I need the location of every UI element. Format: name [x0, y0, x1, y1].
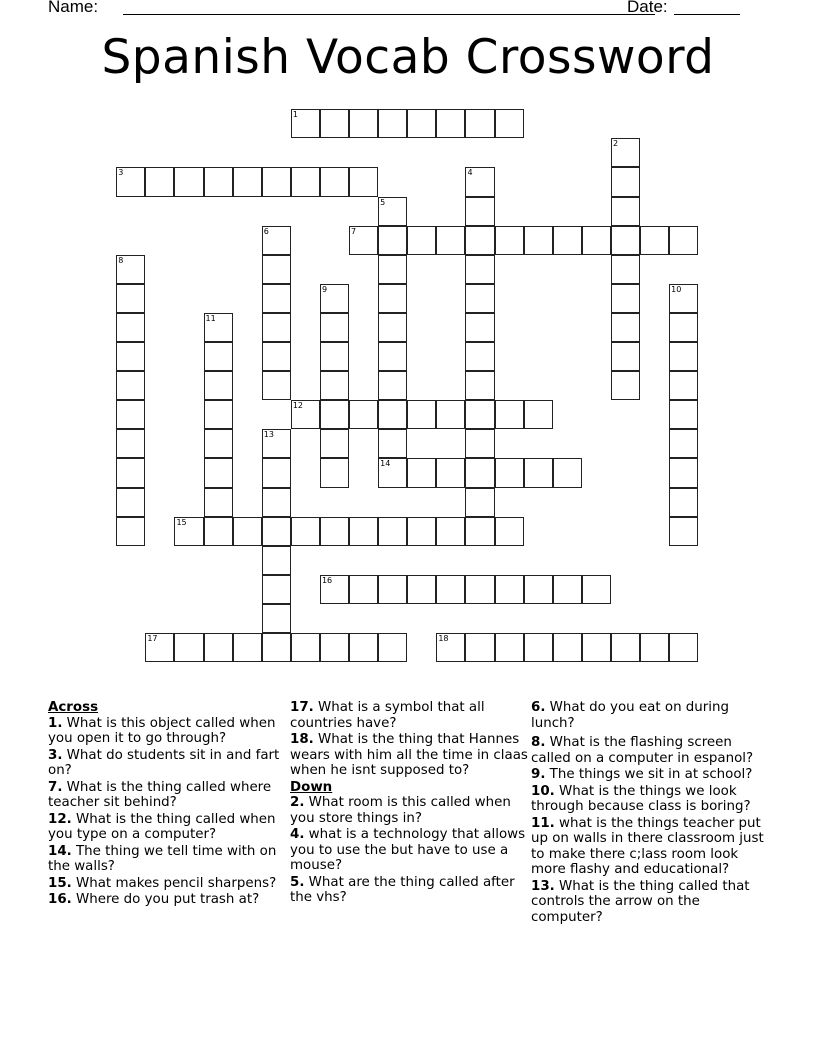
grid-cell[interactable]	[611, 313, 640, 342]
grid-cell[interactable]	[465, 197, 494, 226]
clues-column-2	[290, 700, 530, 907]
grid-cell[interactable]	[669, 342, 698, 371]
grid-cell[interactable]	[524, 226, 553, 255]
grid-cell[interactable]	[524, 633, 553, 662]
grid-cell[interactable]	[669, 517, 698, 546]
grid-cell[interactable]	[465, 284, 494, 313]
grid-cell[interactable]	[262, 255, 291, 284]
grid-cell[interactable]	[611, 371, 640, 400]
grid-cell[interactable]	[465, 109, 494, 138]
grid-cell[interactable]	[611, 138, 640, 167]
clue-across-7: 7. What is the thing called where teacher sit behind?	[48, 779, 272, 810]
clue-across-14: 14. The thing we tell time with on the walls?	[48, 843, 277, 874]
clues-column-3	[531, 700, 771, 926]
grid-cell[interactable]	[611, 633, 640, 662]
clue-number: 14	[380, 459, 391, 469]
grid-cell[interactable]	[611, 284, 640, 313]
grid-cell[interactable]	[204, 167, 233, 196]
grid-cell[interactable]	[524, 575, 553, 604]
grid-cell[interactable]	[582, 633, 611, 662]
grid-cell[interactable]	[640, 226, 669, 255]
grid-cell[interactable]	[320, 109, 349, 138]
grid-cell[interactable]	[465, 226, 494, 255]
grid-cell[interactable]	[320, 371, 349, 400]
date-field[interactable]	[674, 14, 740, 15]
grid-cell[interactable]	[291, 517, 320, 546]
grid-cell[interactable]	[233, 167, 262, 196]
grid-cell[interactable]	[116, 400, 145, 429]
grid-cell[interactable]	[320, 575, 349, 604]
grid-cell[interactable]	[262, 488, 291, 517]
grid-cell[interactable]	[640, 633, 669, 662]
grid-cell[interactable]	[465, 167, 494, 196]
grid-cell[interactable]	[320, 342, 349, 371]
grid-cell[interactable]	[582, 575, 611, 604]
grid-cell[interactable]	[262, 517, 291, 546]
grid-cell[interactable]	[495, 633, 524, 662]
grid-cell[interactable]	[436, 517, 465, 546]
grid-cell[interactable]	[553, 226, 582, 255]
grid-cell[interactable]	[262, 575, 291, 604]
grid-cell[interactable]	[669, 371, 698, 400]
grid-cell[interactable]	[436, 575, 465, 604]
grid-cell[interactable]	[204, 488, 233, 517]
grid-cell[interactable]	[116, 458, 145, 487]
clues-column-1	[48, 700, 288, 909]
grid-cell[interactable]	[611, 167, 640, 196]
clue-across-18: 18. What is the thing that Hannes wears with him all the time in claas when he isnt supposed to?	[290, 732, 528, 778]
grid-cell[interactable]	[582, 226, 611, 255]
clue-across-16: 16. Where do you put trash at?	[48, 892, 260, 907]
grid-cell[interactable]	[553, 633, 582, 662]
grid-cell[interactable]	[262, 604, 291, 633]
grid-cell[interactable]	[553, 458, 582, 487]
grid-cell[interactable]	[465, 575, 494, 604]
grid-cell[interactable]	[378, 633, 407, 662]
grid-cell[interactable]	[524, 458, 553, 487]
grid-cell[interactable]	[349, 517, 378, 546]
grid-cell[interactable]	[204, 517, 233, 546]
down-heading: Down	[290, 779, 333, 795]
grid-cell[interactable]	[349, 167, 378, 196]
grid-cell[interactable]	[204, 429, 233, 458]
clue-number: 18	[438, 634, 449, 644]
grid-cell[interactable]	[262, 226, 291, 255]
grid-cell[interactable]	[262, 313, 291, 342]
clue-across-17: 17. What is a symbol that all countries have?	[290, 700, 485, 731]
clue-number: 17	[147, 634, 158, 644]
grid-cell[interactable]	[611, 342, 640, 371]
clue-down-10: 10. What is the things we look through because class is boring?	[531, 783, 751, 814]
clue-number: 15	[176, 517, 187, 527]
grid-cell[interactable]	[291, 400, 320, 429]
grid-cell[interactable]	[174, 633, 203, 662]
grid-cell[interactable]	[349, 633, 378, 662]
grid-cell[interactable]	[116, 255, 145, 284]
clue-across-12: 12. What is the thing called when you type on a computer?	[48, 811, 276, 842]
grid-cell[interactable]	[378, 458, 407, 487]
clue-number: 2	[612, 139, 619, 149]
grid-cell[interactable]	[204, 633, 233, 662]
grid-cell[interactable]	[116, 342, 145, 371]
clue-number: 13	[263, 430, 274, 440]
grid-cell[interactable]	[320, 633, 349, 662]
grid-cell[interactable]	[116, 284, 145, 313]
grid-cell[interactable]	[378, 197, 407, 226]
grid-cell[interactable]	[436, 226, 465, 255]
clue-across-1: 1. What is this object called when you open it to go through?	[48, 715, 276, 746]
grid-cell[interactable]	[349, 226, 378, 255]
grid-cell[interactable]	[378, 284, 407, 313]
grid-cell[interactable]	[233, 633, 262, 662]
clue-number: 8	[118, 255, 124, 265]
clue-number: 11	[205, 313, 216, 323]
grid-cell[interactable]	[611, 197, 640, 226]
grid-cell[interactable]	[436, 633, 465, 662]
grid-cell[interactable]	[378, 517, 407, 546]
grid-cell[interactable]	[378, 226, 407, 255]
grid-cell[interactable]	[291, 167, 320, 196]
grid-cell[interactable]	[465, 342, 494, 371]
grid-cell[interactable]	[407, 458, 436, 487]
grid-cell[interactable]	[116, 371, 145, 400]
grid-cell[interactable]	[495, 400, 524, 429]
clue-number: 7	[351, 226, 357, 236]
clue-down-6: 6. What do you eat on during lunch?	[531, 700, 730, 731]
grid-cell[interactable]	[436, 109, 465, 138]
grid-cell[interactable]	[669, 633, 698, 662]
clue-down-8: 8. What is the flashing screen called on a computer in espanol?	[531, 735, 754, 766]
grid-cell[interactable]	[174, 517, 203, 546]
grid-cell[interactable]	[407, 400, 436, 429]
clue-number: 3	[118, 168, 124, 178]
clue-number: 6	[263, 226, 269, 236]
grid-cell[interactable]	[611, 226, 640, 255]
grid-cell[interactable]	[378, 313, 407, 342]
grid-cell[interactable]	[669, 488, 698, 517]
grid-cell[interactable]	[669, 429, 698, 458]
page-title: Spanish Vocab Crossword	[101, 30, 715, 85]
grid-cell[interactable]	[378, 575, 407, 604]
grid-cell[interactable]	[349, 400, 378, 429]
grid-cell[interactable]	[320, 167, 349, 196]
grid-cell[interactable]	[262, 371, 291, 400]
grid-cell[interactable]	[262, 633, 291, 662]
grid-cell[interactable]	[407, 109, 436, 138]
grid-cell[interactable]	[320, 458, 349, 487]
clue-number: 4	[467, 168, 473, 178]
grid-cell[interactable]	[407, 226, 436, 255]
grid-cell[interactable]	[174, 167, 203, 196]
grid-cell[interactable]	[669, 226, 698, 255]
grid-cell[interactable]	[407, 575, 436, 604]
grid-cell[interactable]	[465, 633, 494, 662]
grid-cell[interactable]	[669, 458, 698, 487]
grid-cell[interactable]	[116, 517, 145, 546]
grid-cell[interactable]	[204, 400, 233, 429]
clue-down-11: 11. what is the things teacher put up on walls in there classroom just to make there c;lass room look more flashy and educational?	[531, 815, 764, 877]
grid-cell[interactable]	[495, 517, 524, 546]
grid-cell[interactable]	[204, 458, 233, 487]
grid-cell[interactable]	[436, 458, 465, 487]
clue-down-9: 9. The things we sit in at school?	[531, 767, 753, 782]
grid-cell[interactable]	[262, 167, 291, 196]
clue-down-4: 4. what is a technology that allows you to use the but have to use a mouse?	[290, 827, 526, 873]
grid-cell[interactable]	[669, 284, 698, 313]
clue-number: 12	[292, 401, 304, 411]
clue-number: 9	[321, 284, 328, 294]
grid-cell[interactable]	[465, 313, 494, 342]
grid-cell[interactable]	[378, 109, 407, 138]
grid-cell[interactable]	[378, 371, 407, 400]
name-field[interactable]	[123, 14, 655, 15]
clue-down-5: 5. What are the thing called after the vhs?	[290, 874, 515, 905]
grid-cell[interactable]	[407, 517, 436, 546]
grid-cell[interactable]	[116, 488, 145, 517]
grid-cell[interactable]	[465, 458, 494, 487]
across-heading: Across	[48, 700, 99, 715]
grid-cell[interactable]	[378, 400, 407, 429]
grid-cell[interactable]	[465, 429, 494, 458]
grid-cell[interactable]	[262, 284, 291, 313]
grid-cell[interactable]	[116, 167, 145, 196]
grid-cell[interactable]	[262, 458, 291, 487]
grid-cell[interactable]	[465, 371, 494, 400]
crossword-grid	[117, 110, 700, 663]
grid-cell[interactable]	[204, 313, 233, 342]
grid-cell[interactable]	[262, 546, 291, 575]
clue-down-13: 13. What is the thing called that controls the arrow on the computer?	[531, 878, 750, 925]
grid-cell[interactable]	[204, 342, 233, 371]
name-label: Name:	[48, 0, 99, 16]
grid-cell[interactable]	[320, 517, 349, 546]
grid-cell[interactable]	[611, 255, 640, 284]
grid-cell[interactable]	[291, 109, 320, 138]
grid-cell[interactable]	[378, 429, 407, 458]
clue-number: 16	[321, 575, 333, 585]
grid-cell[interactable]	[116, 429, 145, 458]
grid-cell[interactable]	[116, 313, 145, 342]
grid-cell[interactable]	[262, 342, 291, 371]
grid-cell[interactable]	[349, 575, 378, 604]
grid-cell[interactable]	[524, 400, 553, 429]
grid-cell[interactable]	[320, 313, 349, 342]
grid-cell[interactable]	[349, 109, 378, 138]
clue-across-3: 3. What do students sit in and fart on?	[48, 747, 280, 778]
grid-cell[interactable]	[378, 342, 407, 371]
clue-number: 5	[380, 197, 386, 207]
grid-cell[interactable]	[495, 575, 524, 604]
grid-cell[interactable]	[495, 226, 524, 255]
grid-cell[interactable]	[553, 575, 582, 604]
grid-cell[interactable]	[262, 429, 291, 458]
date-label: Date:	[627, 0, 668, 16]
grid-cell[interactable]	[436, 400, 465, 429]
grid-cell[interactable]	[465, 517, 494, 546]
grid-cell[interactable]	[465, 255, 494, 284]
grid-cell[interactable]	[669, 313, 698, 342]
grid-cell[interactable]	[495, 458, 524, 487]
grid-cell[interactable]	[465, 400, 494, 429]
grid-cell[interactable]	[320, 284, 349, 313]
grid-cell[interactable]	[495, 109, 524, 138]
clue-number: 10	[671, 284, 682, 294]
clue-across-15: 15. What makes pencil sharpens?	[48, 875, 277, 891]
clue-number: 1	[292, 110, 298, 120]
clue-down-2: 2. What room is this called when you store things in?	[290, 795, 511, 826]
grid-cell[interactable]	[378, 255, 407, 284]
grid-cell[interactable]	[320, 400, 349, 429]
grid-cell[interactable]	[465, 488, 494, 517]
grid-cell[interactable]	[320, 429, 349, 458]
grid-cell[interactable]	[204, 371, 233, 400]
grid-cell[interactable]	[233, 517, 262, 546]
grid-cell[interactable]	[145, 167, 174, 196]
grid-cell[interactable]	[291, 633, 320, 662]
grid-cell[interactable]	[669, 400, 698, 429]
grid-cell[interactable]	[145, 633, 174, 662]
